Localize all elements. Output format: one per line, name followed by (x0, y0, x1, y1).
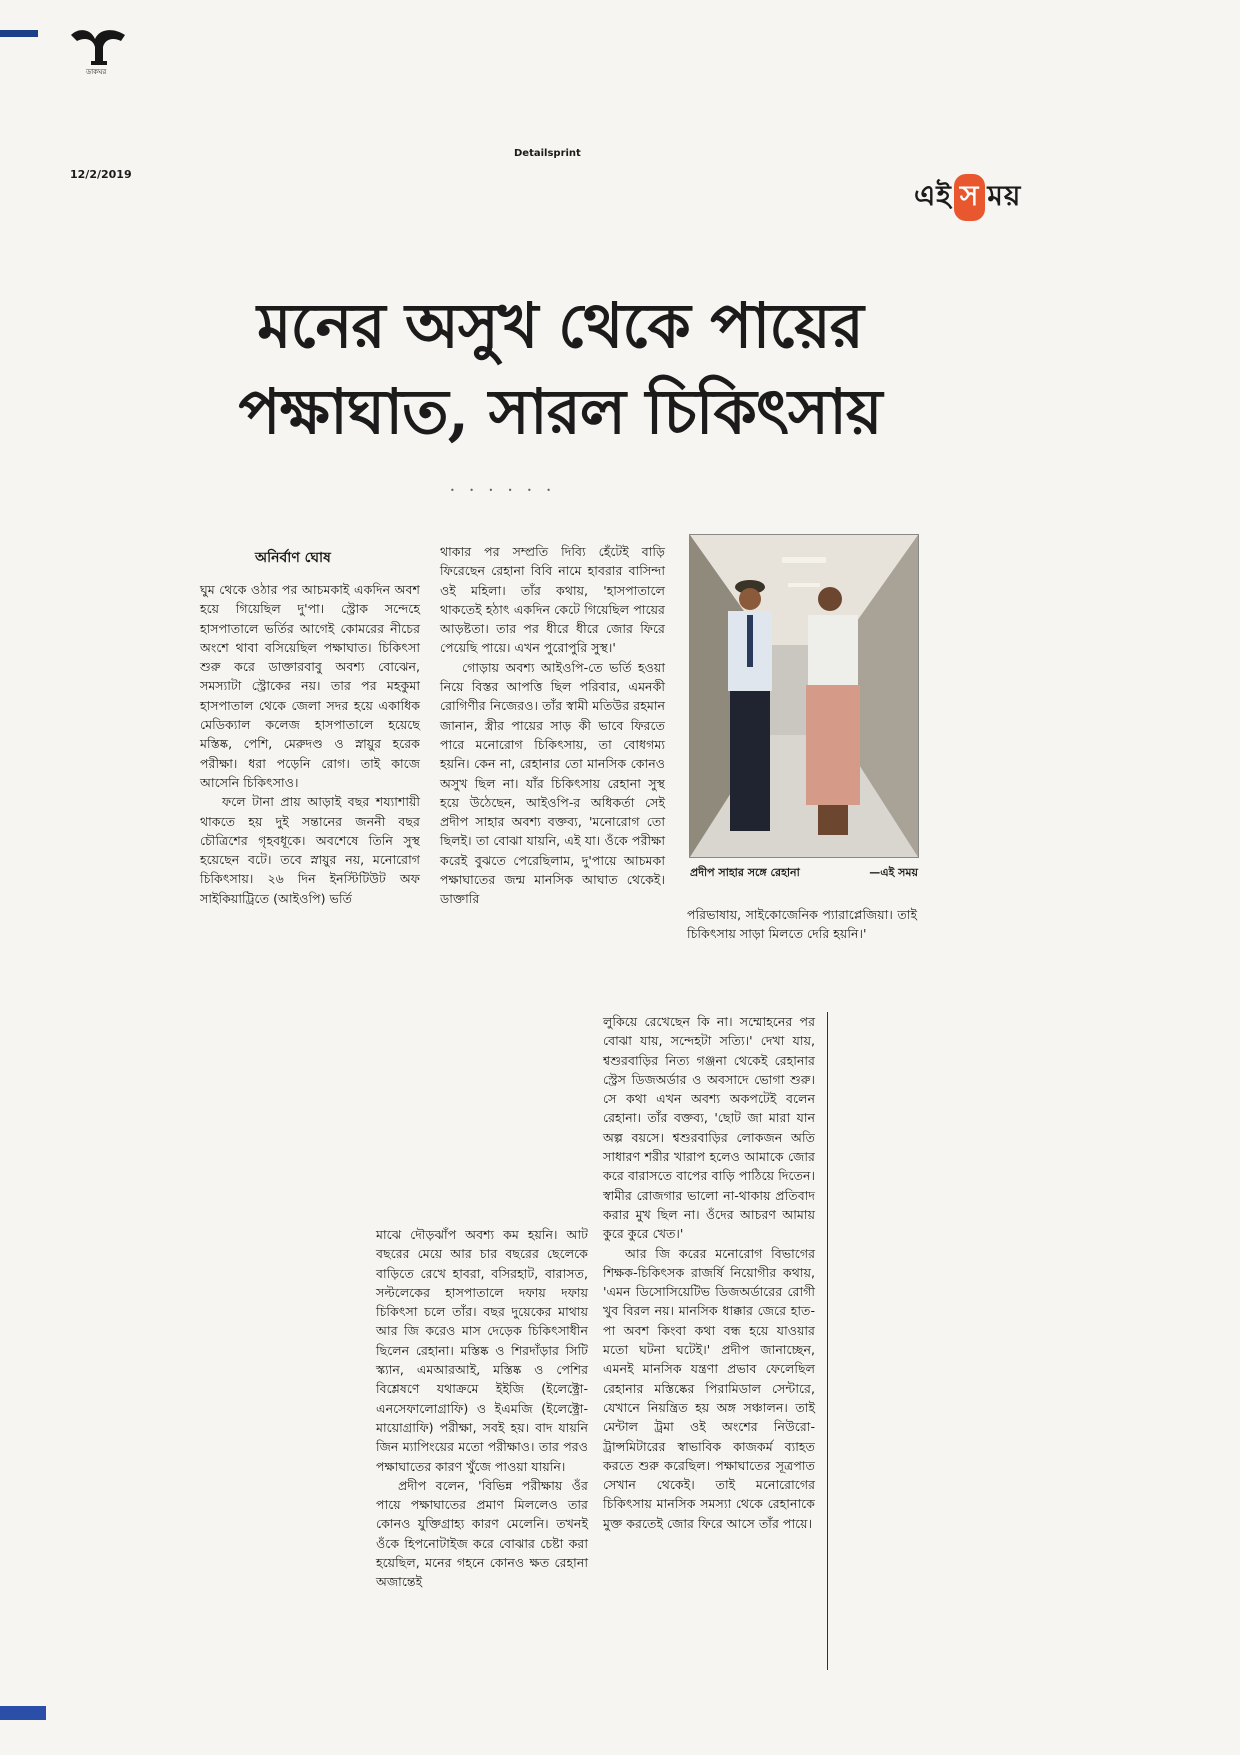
newspaper-masthead (914, 174, 1021, 221)
column-divider (827, 1012, 828, 1670)
article-column-1 (200, 580, 420, 908)
headline-line-1: মনের অসুখ থেকে পায়ের (257, 289, 863, 362)
article-photo (689, 534, 919, 858)
photo-caption (690, 864, 918, 883)
paragraph: পরিভাষায়, সাইকোজেনিক প্যারাপ্লেজিয়া। তাই চিকিৎসায় সাড়া মিলতে দেরি হয়নি।' (687, 907, 917, 942)
logo-caption: ডাকঘর (86, 68, 107, 76)
paragraph: থাকার পর সম্প্রতি দিব্যি হেঁটেই বাড়ি ফিরেছেন রেহানা বিবি নামে হাবরার বাসিন্দা ওই মহিলা। তাঁর কথায়, 'হাসপাতালে থাকতেই হঠাৎ একদিন কেটে গিয়েছিল পায়ের আড়ষ্টতা। তার পর ধীরে ধীরে জোর ফিরে পেয়েছি পায়ে। এখন পুরোপুরি সুস্থ।' (440, 544, 665, 656)
headline-line-2: পক্ষাঘাত, সারল চিকিৎসায় (238, 375, 882, 448)
paragraph: আর জি করের মনোরোগ বিভাগের শিক্ষক-চিকিৎসক রাজর্ষি নিয়োগীর কথায়, 'এমন ডিসোসিয়েটিভ ডিজঅর্ডারের রোগী খুব বিরল নয়। মানসিক ধাক্কার জেরে হাত-পা অবশ কিংবা কথা বন্ধ হয়ে যাওয়ার মতো ঘটনা ঘটেই।' প্রদীপ জানাচ্ছেন, এমনই মানসিক যন্ত্রণা প্রভাব ফেলেছিল রেহানার মস্তিষ্কের পিরামিডাল সেন্টারে, যেখানে নিয়ন্ত্রিত হয় অঙ্গ সঞ্চালন। তাই মেন্টাল ট্রমা ওই অংশের নিউরো-ট্রান্সমিটারের স্বাভাবিক কাজকর্ম ব্যাহত করতে শুরু করেছিল। পক্ষাঘাতের সূত্রপাত সেখান থেকেই। তাই মনোরোগের চিকিৎসায় মানসিক সমস্যা থেকে রেহানাকে মুক্ত করতেই জোর ফিরে আসে তাঁর পায়ে। (603, 1245, 815, 1531)
article-column-4 (603, 1012, 815, 1533)
paragraph: ঘুম থেকে ওঠার পর আচমকাই একদিন অবশ হয়ে গিয়েছিল দু'পা। স্ট্রোক সন্দেহে হাসপাতালে ভর্তির আগেই কোমরের নীচের অংশে থাবা বসিয়েছিল পক্ষাঘাত। চিকিৎসা শুরু করে ডাক্তারবাবু অবশ্য বোঝেন, সমস্যাটা স্ট্রোকের নয়। তার পর মহকুমা হাসপাতাল থেকে জেলা সদর হয়ে একাধিক মেডিক্যাল কলেজ হাসপাতালে হয়েছে মস্তিষ্ক, পেশি, মেরুদণ্ড ও স্নায়ুর হরেক পরীক্ষা। ধরা পড়েনি রোগ। তাই কাজে আসেনি চিকিৎসাও। (200, 582, 420, 790)
photo-credit: —এই সময় (869, 866, 918, 879)
corner-edge-bar (0, 30, 38, 37)
byline: অনির্বাণ ঘোষ (255, 550, 331, 566)
print-date: 12/2/2019 (70, 168, 132, 181)
photo-caption-text: প্রদীপ সাহার সঙ্গে রেহানা (690, 866, 800, 879)
masthead-part-1: এই (914, 179, 952, 212)
paragraph: প্রদীপ বলেন, 'বিভিন্ন পরীক্ষায় ওঁর পায়ে পক্ষাঘাতের প্রমাণ মিললেও তার কোনও যুক্তিগ্রাহ্য কারণ মেলেনি। তখনই ওঁকে হিপনোটাইজ করে বোঝার চেষ্টা করা হয়েছিল, মনের গহনে কোনও ক্ষত রেহানা অজান্তেই (376, 1477, 588, 1590)
article-headline (160, 283, 960, 455)
masthead-part-3: ময় (987, 179, 1022, 212)
article-column-2 (440, 542, 665, 909)
paragraph: ফলে টানা প্রায় আড়াই বছর শয্যাশায়ী থাকতে হয় দুই সন্তানের জননী বছর চৌত্রিশের গৃহবধূকে। অবশেষে তিনি সুস্থ হয়েছেন বটে। তবে স্নায়ুর নয়, মনোরোগ চিকিৎসায়। ২৬ দিন ইনস্টিটিউট অফ সাইকিয়াট্রিতে (আইওপি) ভর্তি (200, 794, 420, 906)
print-source-label: Detailsprint (514, 148, 581, 159)
corner-edge-bar-bottom (0, 1706, 46, 1720)
paragraph: মাঝে দৌড়ঝাঁপ অবশ্য কম হয়নি। আট বছরের মেয়ে আর চার বছরের ছেলেকে বাড়িতে রেখে হাবরা, বসিরহাট, বারাসত, সল্টলেকের হাসপাতালে দফায় দফায় চিকিৎসা চলে তাঁর। বছর দুয়েকের মাথায় আর জি করেও মাস দেড়েক চিকিৎসাধীন ছিলেন রেহানা। মস্তিষ্ক ও শিরদাঁড়ার সিটি স্ক্যান, এমআরআই, মস্তিষ্ক ও পেশির বিশ্লেষণে যথাক্রমে ইইজি (ইলেক্ট্রো-এনসেফালোগ্রাফি) ও ইএমজি (ইলেক্ট্রো-মায়োগ্রাফি) পরীক্ষা, সবই হয়। বাদ যায়নি জিন ম্যাপিংয়ের মতো পরীক্ষাও। তার পরও পক্ষাঘাতের কারণ খুঁজে পাওয়া যায়নি। (376, 1227, 588, 1474)
masthead-part-2: স (954, 174, 986, 221)
article-column-3 (687, 905, 917, 944)
archive-logo-icon (65, 25, 133, 69)
paragraph: গোড়ায় অবশ্য আইওপি-তে ভর্তি হওয়া নিয়ে বিস্তর আপত্তি ছিল পরিবার, এমনকী রোগিণীর নিজেরও। তাঁর স্বামী মতিউর রহমান জানান, স্ত্রীর পায়ের সাড় কী ভাবে ফিরতে পারে মনোরোগ চিকিৎসায়, তা বোধগম্য হয়নি। কেন না, রেহানার তো মানসিক কোনও অসুখ ছিল না। যাঁর চিকিৎসায় রেহানা সুস্থ হয়ে উঠেছেন, আইওপি-র অধিকর্তা সেই প্রদীপ সাহার অবশ্য বক্তব্য, 'মনোরোগ তো ছিলই। তা বোঝা যায়নি, এই যা। ওঁকে পরীক্ষা করেই বুঝতে পেরেছিলাম, দু'পায়ে আচমকা পক্ষাঘাতের জন্ম মানসিক আঘাত থেকেই। ডাক্তারি (440, 659, 665, 907)
article-column-5 (376, 1225, 588, 1592)
paragraph: লুকিয়ে রেখেছেন কি না। সম্মোহনের পর বোঝা যায়, সন্দেহটা সত্যি।' দেখা যায়, শ্বশুরবাড়ির নিত্য গঞ্জনা থেকেই রেহানার স্ট্রেস ডিজঅর্ডার ও অবসাদে ভোগা শুরু। সে কথা এখন অবশ্য অকপটেই বলেন রেহানা। তাঁর বক্তব্য, 'ছোট জা মারা যান অল্প বয়সে। শ্বশুরবাড়ির লোকজন অতি সাধারণ শরীর খারাপ হলেও আমাকে জোর করে বারাসতে বাপের বাড়ি পাঠিয়ে দিতেন। স্বামীর রোজগার ভালো না-থাকায় প্রতিবাদ করার মুখ ছিল না। ওঁদের আচরণ আমায় কুরে কুরে খেত।' (603, 1014, 815, 1242)
headline-separator: • • • • • • (450, 486, 558, 495)
